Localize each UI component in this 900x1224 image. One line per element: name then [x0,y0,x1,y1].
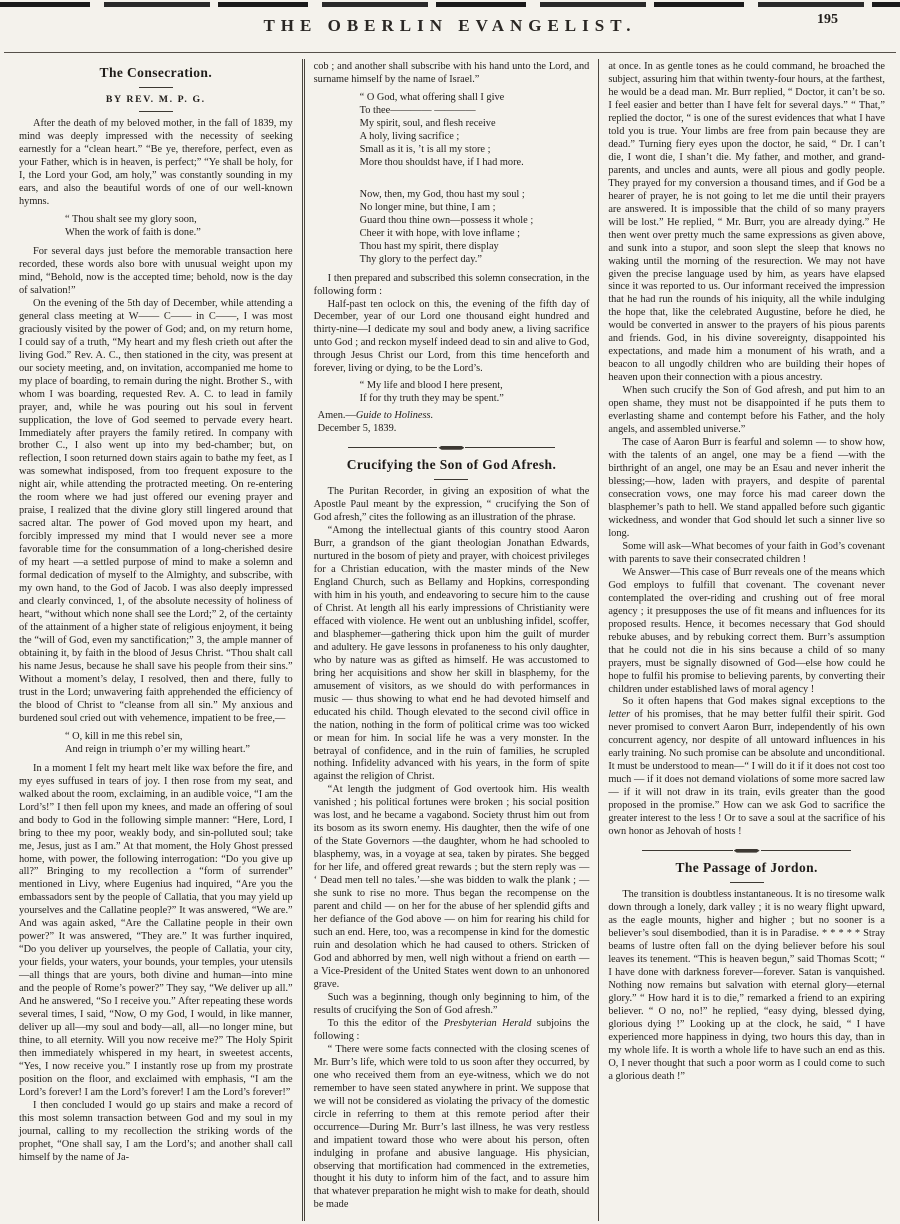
verse-line: My spirit, soul, and flesh receive [359,117,496,129]
paragraph-text: So it often hapens that God makes signal exceptions to the [622,696,885,708]
verse-line: No longer mine, but thine, I am ; [359,201,496,213]
paragraph-text: of his promises, that he may better fulfil their spirit. God never promised to convert Aaron Burr, independently of his own concurrent agency, nor despite of all untoward influences in his early training. No such promise can be absolute and unconditional. It must be understood to mean—“ I will do it if it does not cost too much — if it does not demand violations of some more sacred law — if it will not draw in its train, evils greater than the good proposed in the promise.” How can we ask God to sacrifice the greater interest to the less ! Or to save a soul at the sacrifice of his own honor as Jehovah of hosts ! [608,709,885,838]
paragraph: The case of Aaron Burr is fearful and solemn — to show how, with the talents of an angel, one may be a fiend —with the birthright of an angel, one may be an Esau and never inherit the blessing;—how, laden with prayers, and despite of parental consecration vows, one may force his mad career down the blasphemer’s path to hell. We stand appalled before such gigantic wickedness, and wonder that God should let such a sinner live so long. [608,437,885,539]
verse-line: Small as it is, ’t is all my store ; [359,143,491,155]
byline: BY REV. M. P. G. [105,93,206,105]
title-rule [139,87,173,88]
verse-line: Guard thou thine own—possess it whole ; [359,214,534,226]
hymn-verse [360,92,590,170]
verse-line: More thou shouldst have, if I had more. [359,156,524,168]
divider-line [465,447,555,448]
hymn-verse [360,380,590,406]
paragraph: I then prepared and subscribed this solemn consecration, in the following form : [313,272,590,297]
paragraph-text: subjoins the following : [313,1017,590,1042]
hymn-verse [65,214,293,240]
paragraph: The transition is doubtless instantaneous. It is no tiresome walk down through a lonely, dark valley ; it is no weary flight upward, as the eagle mounts, higher and higher ; but no sooner is a believer’s soul disembodied, than it is in Paradise. * * * * * Stray beams of lustre often fall on the dying believer before his soul leaves its tenement. “This is heaven begun,” said Thomas Scott; “ I have done with darkness forever—forever. Satan is vanquished. Nothing now remains but salvation with eternal glory—eternal glory.” “ How hard it is to die,” remarked a friend to an expiring believer. “ O no, no!” he replied, “easy dying, blessed dying, glorious dying !” Looking up at the clock, he said, “ I have experienced more happiness in dying, two hours this day, than in my whole life. It is worth a whole life to have such an end as this. O, I never thought that such a poor worm as I could come to such a glorious death !” [608,889,885,1082]
paragraph: After the death of my beloved mother, in the fall of 1839, my mind was deeply impressed with the necessity of seeking earnestly for a “clean heart.” “Be ye, therefore, perfect, even as your Father, which is in heaven, is perfect;” “Ye shall be holy, for I, the Lord your God, am holy,” was constantly sounding in my ears, and also the beautiful words of one of our well-known hymns. [19,118,293,208]
divider-line [348,447,438,448]
paragraph [314,1018,590,1044]
verse-line: Cheer it with hope, with love inflame ; [359,227,520,239]
verse-line: If for thy truth they may be spent.” [359,393,504,405]
verse-line: When the work of faith is done.” [65,226,201,238]
article-title-crucifying: Crucifying the Son of God Afresh. [346,457,557,473]
source-citation: Guide to Holiness. [355,410,434,422]
paragraph-text: To this the editor of the [327,1017,444,1029]
hymn-verse [65,731,293,757]
paragraph: The Puritan Recorder, in giving an exposition of what the Apostle Paul meant by the expression, “ crucifying the Son of God afresh,” cites the following as an illustration of the phrase. [313,486,590,524]
paragraph: “Among the intellectual giants of this country stood Aaron Burr, a grandson of the giant theologian Jonathan Edwards, nurtured in the bosom of piety and prayer, with choicest privileges for a Christian education, with the master minds of the New England Church, such as Bellamy and Hopkins, corresponding with him in his youth, and endeavoring to secure him to the cause of Christ. At length all his early impressions of Christianity were effaced with violence. He went out an unblushing infidel, scoffer, and blasphemer—gathering thick upon him the guilt of murder and adultery. He gave lessons in profaneness to his only daughter, who by nature was as gifted as himself. He was accustomed to bring her acquisitions and show her skill in blasphemy, for the amusement of visitors, as we should do with performances in music — thus showing to what end he had devoted himself and educated his child. Though elevated to the second civil office in the nation, nothing in the form of political crime was too wicked or mean for him. In social life he was a very monster. In the betrayal of confidence, and in the ruin of families, he scrupled nothing. Infidelity advanced with his years, in the form of spite against the religion of Christ. [313,525,590,783]
amen-text: Amen.— [317,410,356,422]
hymn-verse [360,189,590,267]
title-rule [730,882,764,883]
paragraph: When such crucify the Son of God afresh, and put him to an open shame, they must not be disappointed if he puts them to everlasting shame and contempt before his Father, and the holy angels, and assembled universe.” [608,385,885,436]
article-title-passage-of-jordon: The Passage of Jordon. [675,860,818,876]
column-1 [10,59,305,1221]
paragraph: at once. In as gentle tones as he could command, he broached the subject, assuring him that within twenty-four hours, at the farthest, he would be a dead man. Mr. Burr replied, “ Doctor, it can’t be so. I feel easier and better than I have felt for several days.” “ That,” replied the doctor, “ is one of the surest evidences that what I have told you is true. Your limbs are free from pain because they are dead.” Turning fiery eyes upon the doctor, he said, “ Dr. I can’t die, I wont die, I shan’t die. My father, and mother, and grand-parents, and uncles and aunts, were all pious and godly people. They prayed for my conversion a thousand times, and if God be a hearer of prayer, he is not going to let me die until their prayers are answered. It is impossible that the child of so many prayers will be lost.” He replied, “ Mr. Burr, you are already dying.” He then went over pretty much the same expressions as given above, and sunk into a stupor, and soon slept the sleep that knows no waking until the morning of the resurection. We may not have given the precise language used by him, as years have elapsed since it was reported to us. Our informant received the impression that he had run the rounds of his iniquity, all the while indulging the hope that, like the celebrated Augustine, before he died, he would be converted in answer to the prayers of his pious parents and friends. God, in his divine sovereignty, disappointed his expectations, and made him a monument of his wrath, and a beacon to all ungodly children who are building their hopes of heaven upon their connection with a pious ancestry. [608,61,885,384]
divider-diamond [734,849,760,853]
masthead [0,0,900,48]
divider-line [642,850,732,851]
article-divider [348,444,556,451]
verse-line: And reign in triumph o’er my willing heart.” [65,743,250,755]
verse-line: To thee———— ———— [359,104,476,116]
article-title-consecration: The Consecration. [99,65,213,80]
paragraph: On the evening of the 5th day of December, while attending a general class meeting at W—— C—— in C——, I was most graciously visited by the power of God; and, on my return home, I could say of a truth, “My heart and my flesh crieth out after the living God.” Rev. A. C., then stationed in the city, was present at our society meeting, and, on invitation, accompanied me home to my place of boarding, to remain during the night. Brother S., with whom I was boarding, requested Rev. A. C. to lead in family prayer, and, while he was pouring out his soul in fervent supplication, the love of God seemed to pervade every heart. Immediately after prayers the family retired. In company with brother C., I also went up into my bed-chamber; but, on reflection, I soon returned down stairs again to bathe my feet, as I was somewhat indisposed, from too frequent exposure to the night air, while attending the protracted meeting. On re-entering the room where we had just offered our evening prayer and praise, I realized that the divine glory still lingered around that sacred altar. The power of God moved upon my heart, and forcibly impressed my mind that I would never see a more favorable time for the consummation of a long-cherished desire of my heart —a settled purpose of mind to make a solemn and formal dedication of myself to the Almighty, and subscribe, with my own hand, to the God of Jacob. I was also deeply impressed and clearly convinced, 1, of the absolute necessity of holiness of heart, “without which none shall see the Lord;” 2, of the certainty of the attainment of a higher state of religious enjoyment, it being the “will of God, even my sanctification;” 3, the ample manner of obtaining it, by faith in the blood of Jesus Christ. “Thou shalt call his name Jesus, because he shall save his people from their sins.” Without a moment’s delay, I resolved, then and there, fully to trust in the Lord; unwavering faith apprehended the efficiency of the blood of Christ to “cleanse from all sin.” My anxious and burdened soul cried out with vehemence, impatient to be free,— [19,297,293,724]
divider-line [761,850,851,851]
column-container [0,53,900,1221]
paragraph: Such was a beginning, though only beginning to him, of the results of crucifying the Son of God afresh.” [313,991,590,1016]
column-2 [305,59,600,1221]
verse-line: Thy glory to the perfect day.” [359,253,482,265]
paragraph [608,696,885,839]
page-number: 195 [817,12,838,27]
periodical-name: Presbyterian Herald [443,1017,532,1029]
paragraph: I then concluded I would go up stairs and make a record of this most solemn transaction between God and my soul in my journal, calling to my recollection the striking words of the prophet, “One shall say, I am the Lord’s; and another shall call himself by the name of Ja- [19,1099,293,1163]
publication-title: THE OBERLIN EVANGELIST. [263,16,637,35]
date-line: December 5, 1839. [317,423,397,435]
paragraph: We Answer—This case of Burr reveals one of the means which God employs to fulfill that covenant. The covenant never contemplated the over-riding and crushing out of free moral agency ; it presupposes the use of fit means and influences for its proposed results. Hence, it becomes necessary that God should rebuke abuses, and by rebuking correct them. Burr’s assumption that he could not die in his sins because a child of so many prayers, must be signally disowned of God—else how could he hope to fulfil his promise to believing parents, by converting their children under established laws of moral agency ! [608,566,885,695]
column-3 [599,59,894,1221]
title-rule [434,479,468,480]
paragraph: In a moment I felt my heart melt like wax before the fire, and my eyes suffused in tears of joy. I then rose from my seat, and walked about the room, exclaiming, in an audible voice, “I am the Lord’s!” I then fell upon my knees, and made an offering of soul and body to God in the following simple manner: “Here, Lord, I bring to thee my poor, weakly body, and sin-polluted soul; take me, Jesus, just as I am.” At that moment, the Holy Ghost pressed home, with power, the following interrogation: “Do you give up all?” Bringing to my recollection a “form of surrender” mentioned in Livy, where Eugenius had inquired, “Are you the embassadors sent by the people of Callatia, that you may yield up yourselves and the Callatine people?” It was answered, “We are.” And was again asked, “Are the Callatine people in their own power?” It was answered, “They are.” It was further inquired, “Do you deliver up yourselves, the people of Callatia, your city, your fields, your waters, your bounds, your temples, your utensils—all things that are yours, both divine and human—into mine and the people of Rome’s power?” They say, “We deliver up all.” And he answered, “So I receive you.” After repeating these words several times, I said, “Now, O my God, I would, in like manner, deliver up all—my soul and body—all, all—no longer mine, but thine, to all eternity. Will you now receive me?” The Holy Spirit then immediately whispered in my heart, in sweetest accents, “Yes, I now receive you.” I instantly rose up from my prostrate position on the floor, and exclaimed with emphasis, “I am the Lord’s forever! I am the Lord’s forever! I am the Lord’s forever!” [19,762,293,1098]
paragraph: Some will ask—What becomes of your faith in God’s covenant with parents to save their consecrated children ! [608,540,885,565]
paragraph: “ There were some facts connected with the closing scenes of Mr. Burr’s life, which were told to us soon after they occurred, by one who received them from an eye-witness, which we do not remember to have seen stated anywhere in print. We suppose that we will not be considered as violating the privacy of the domestic circle in referring to them at this remote period after their occurrence—During Mr. Burr’s last illness, he was very restless and impatient toward those who were about his person, often indulging in profane and abusive language. His physician, observing that mortification had commenced in the extremeties, thought it his duty to inform him of the fact, and to assure him that whatever preparation he might wish to make for death, should be made [313,1043,590,1211]
verse-line: “ O God, what offering shall I give [359,91,505,103]
verse-line: Now, then, my God, thou hast my soul ; [359,188,525,200]
paragraph: “At length the judgment of God overtook him. His wealth vanished ; his political fortunes were broken ; his social position was lost, and he became a vagabond. Society thrust him out from its bosom as its sworn enemy. His daughter, then the wife of one of the State Governors —the daughter, whom he had schooled to blasphemy, was, in a voyage at sea, taken by pirates. She begged for her life, and offered great rewards ; but the stern reply was — ‘ Dead men tell no tales.’—she was bidden to walk the plank ; — she sunk to rise no more. Thus began the recompense on the parent and child — on her for the abuse of her splendid gifts and her defiance of the God above — on him for rearing his child for such an end. Here, too, was a recompense in kind for the domestic ruin and desolation which he had caused to others. Stricken of God and abhorred by men, well nigh without a friend on earth — a Vice-President of the United States went down to an unhonored grave. [313,784,590,990]
stanza-gap [314,176,590,184]
byline-rule [139,111,173,112]
paragraph: Half-past ten oclock on this, the evening of the fifth day of December, year of our Lord one thousand eight hundred and thirty-nine—I dedicate my soul and body anew, a living sacrifice unto God ; and reckon myself indeed dead to sin and alive to God, through Jesus Christ our Lord, from this time henceforth and forever, living or dying, to be the Lord’s. [313,298,590,375]
amen-line [314,410,590,423]
article-divider [642,847,851,854]
verse-line: “ Thou shalt see my glory soon, [65,214,197,225]
verse-line: “ My life and blood I here present, [359,380,503,392]
divider-diamond [438,446,464,450]
emphasized-word: letter [608,709,631,721]
paragraph: For several days just before the memorable transaction here recorded, these words also bore with unusual weight upon my mind, “Behold, now is the accepted time; behold, now is the day of salvation!” [19,245,293,296]
verse-line: A holy, living sacrifice ; [359,130,460,142]
paragraph: cob ; and another shall subscribe with his hand unto the Lord, and surname himself by the name of Israel.” [313,61,590,85]
verse-line: “ O, kill in me this rebel sin, [65,730,183,742]
verse-line: Thou hast my spirit, there display [359,240,499,252]
